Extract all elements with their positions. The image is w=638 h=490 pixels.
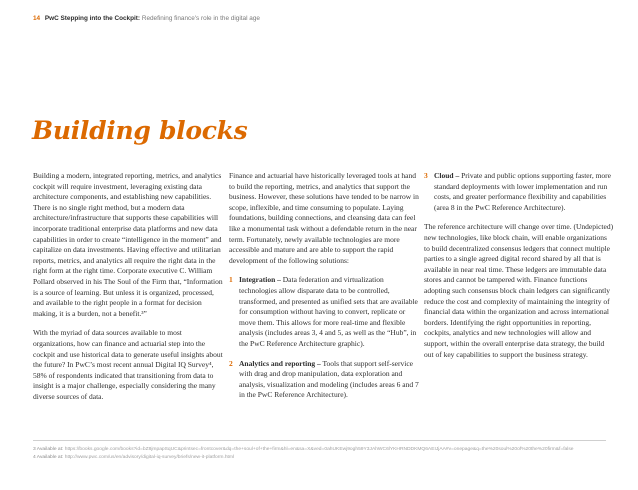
- column-2: [229, 171, 419, 410]
- footnote: [33, 454, 613, 462]
- column-3: [424, 171, 614, 369]
- list-item: [229, 359, 419, 401]
- publication-title: PwC Stepping into the Cockpit:: [44, 15, 141, 22]
- footnote-divider: [33, 440, 606, 441]
- list-item-body: [434, 171, 614, 213]
- paragraph: With the myriad of data sources available to most organizations, how can finance and actuarial step into the cockpit and use historical data to generate useful insights about the future? In PwC’s most recent annual Digital IQ Survey⁴, 58% of respondents indicated that transitioning from data to insight is a major challenge, especially considering the many diverse sources of data.: [33, 328, 223, 401]
- footnotes: [33, 446, 613, 462]
- footnote-link[interactable]: http://www.pwc.com/us/en/advisory/digital-iq-survey/briefs/new-it-platform.html: [64, 455, 235, 460]
- footnote: [33, 446, 613, 454]
- list-item-body: [239, 275, 419, 349]
- list-item: [424, 171, 614, 213]
- list-number: 2: [229, 358, 233, 368]
- list-item-text: Tools that support self-service with drag and drop manipulation, data exploration and analysis, visualization and modeling (includes areas 6 and 7 in the PwC Reference Architecture).: [239, 358, 419, 400]
- list-item-body: [239, 359, 419, 401]
- list-item: [229, 275, 419, 349]
- footnote-label: 4 Available at:: [33, 455, 65, 460]
- list-item-text: Private and public options supporting faster, more standard deployments with lower implementation and run costs, and greater performance flexibility and capabilities (area 8 in the PwC Reference Architecture).: [434, 171, 611, 212]
- list-item-label: Cloud –: [434, 171, 460, 180]
- paragraph: The reference architecture will change over time. (Undepicted) new technologies, like block chain, will enable organizations to build decentralized consensus ledgers that connect multiple parties to a single agreed digital record shared by all that is available in near real time. These ledgers are immutable data stores and cannot be tampered with. Finance functions adopting such consensus block chain ledgers can significantly reduce the cost and complexity of maintaining the integrity of financial data within the organization and across international borders. Identifying the right opportunities in reporting, cockpits, analytics and new technologies will allow and support, within the overall enterprise data strategy, the build out of key capabilities to support the business strategy.: [424, 222, 614, 359]
- list-item-text: Data federation and virtualization technologies allow disparate data to be controlled, transformed, and presented as unified sets that are available for consumption without having to convert, replicate or move them. This allows for more real-time and flexible analysis (includes areas 3, 4 and 5, as well as the “Hub”, in the PwC Reference Architecture graphic).: [239, 275, 418, 348]
- paragraph: Finance and actuarial have historically leveraged tools at hand to build the reporting, metrics, and analytics that support the business. However, these solutions have tended to be narrow in scope, inflexible, and time consuming to populate. Laying foundations, building connections, and cleansing data can feel like a monumental task without a defendable return in the near term. Fortunately, newly available technologies are more accessible and mature and are able to support the rapid development of the following solutions:: [229, 171, 419, 265]
- publication-subtitle: Redefining finance's role in the digital age: [141, 15, 260, 22]
- list-number: 3: [424, 171, 428, 180]
- list-item-label: Analytics and reporting –: [239, 358, 321, 368]
- running-header: [33, 15, 260, 22]
- footnote-link[interactable]: https://books.google.com/books?id=bZ8jmpapSqUC&printsec=frontcover&dq=the+soul+of+the+firm&hl=en&sa=X&ved=0ahUKEwj9ogh59Y3JAhWC6lYKHRNDDKMQ6AEIJjAA#v=onepage&q=the%20soul%20of%20the%20firm&f=false: [64, 447, 574, 452]
- column-1: [33, 171, 223, 411]
- page-title: Building blocks: [32, 116, 248, 145]
- footnote-label: 3 Available at:: [33, 447, 65, 452]
- list-item-label: Integration –: [239, 275, 281, 285]
- page-number: 14: [33, 15, 41, 22]
- paragraph: Building a modern, integrated reporting, metrics, and analytics cockpit will require investment, leveraging existing data architecture components, and establishing new capabilities. There is no single right method, but a modern data architecture/infrastructure that supports these capabilities will incorporate traditional enterprise data platforms and new data capabilities in order to create “intelligence in the moment” and capitalize on data investments. Having effective and utilitarian reports, metrics, and analytics all require the right data in the right form at the right time. Corporate executive C. William Pollard observed in his The Soul of the Firm that, “Information is a source of learning. But unless it is organized, processed, and available to the right people in a format for decision making, it is a burden, not a benefit.³”: [33, 171, 223, 318]
- list-number: 1: [229, 275, 233, 285]
